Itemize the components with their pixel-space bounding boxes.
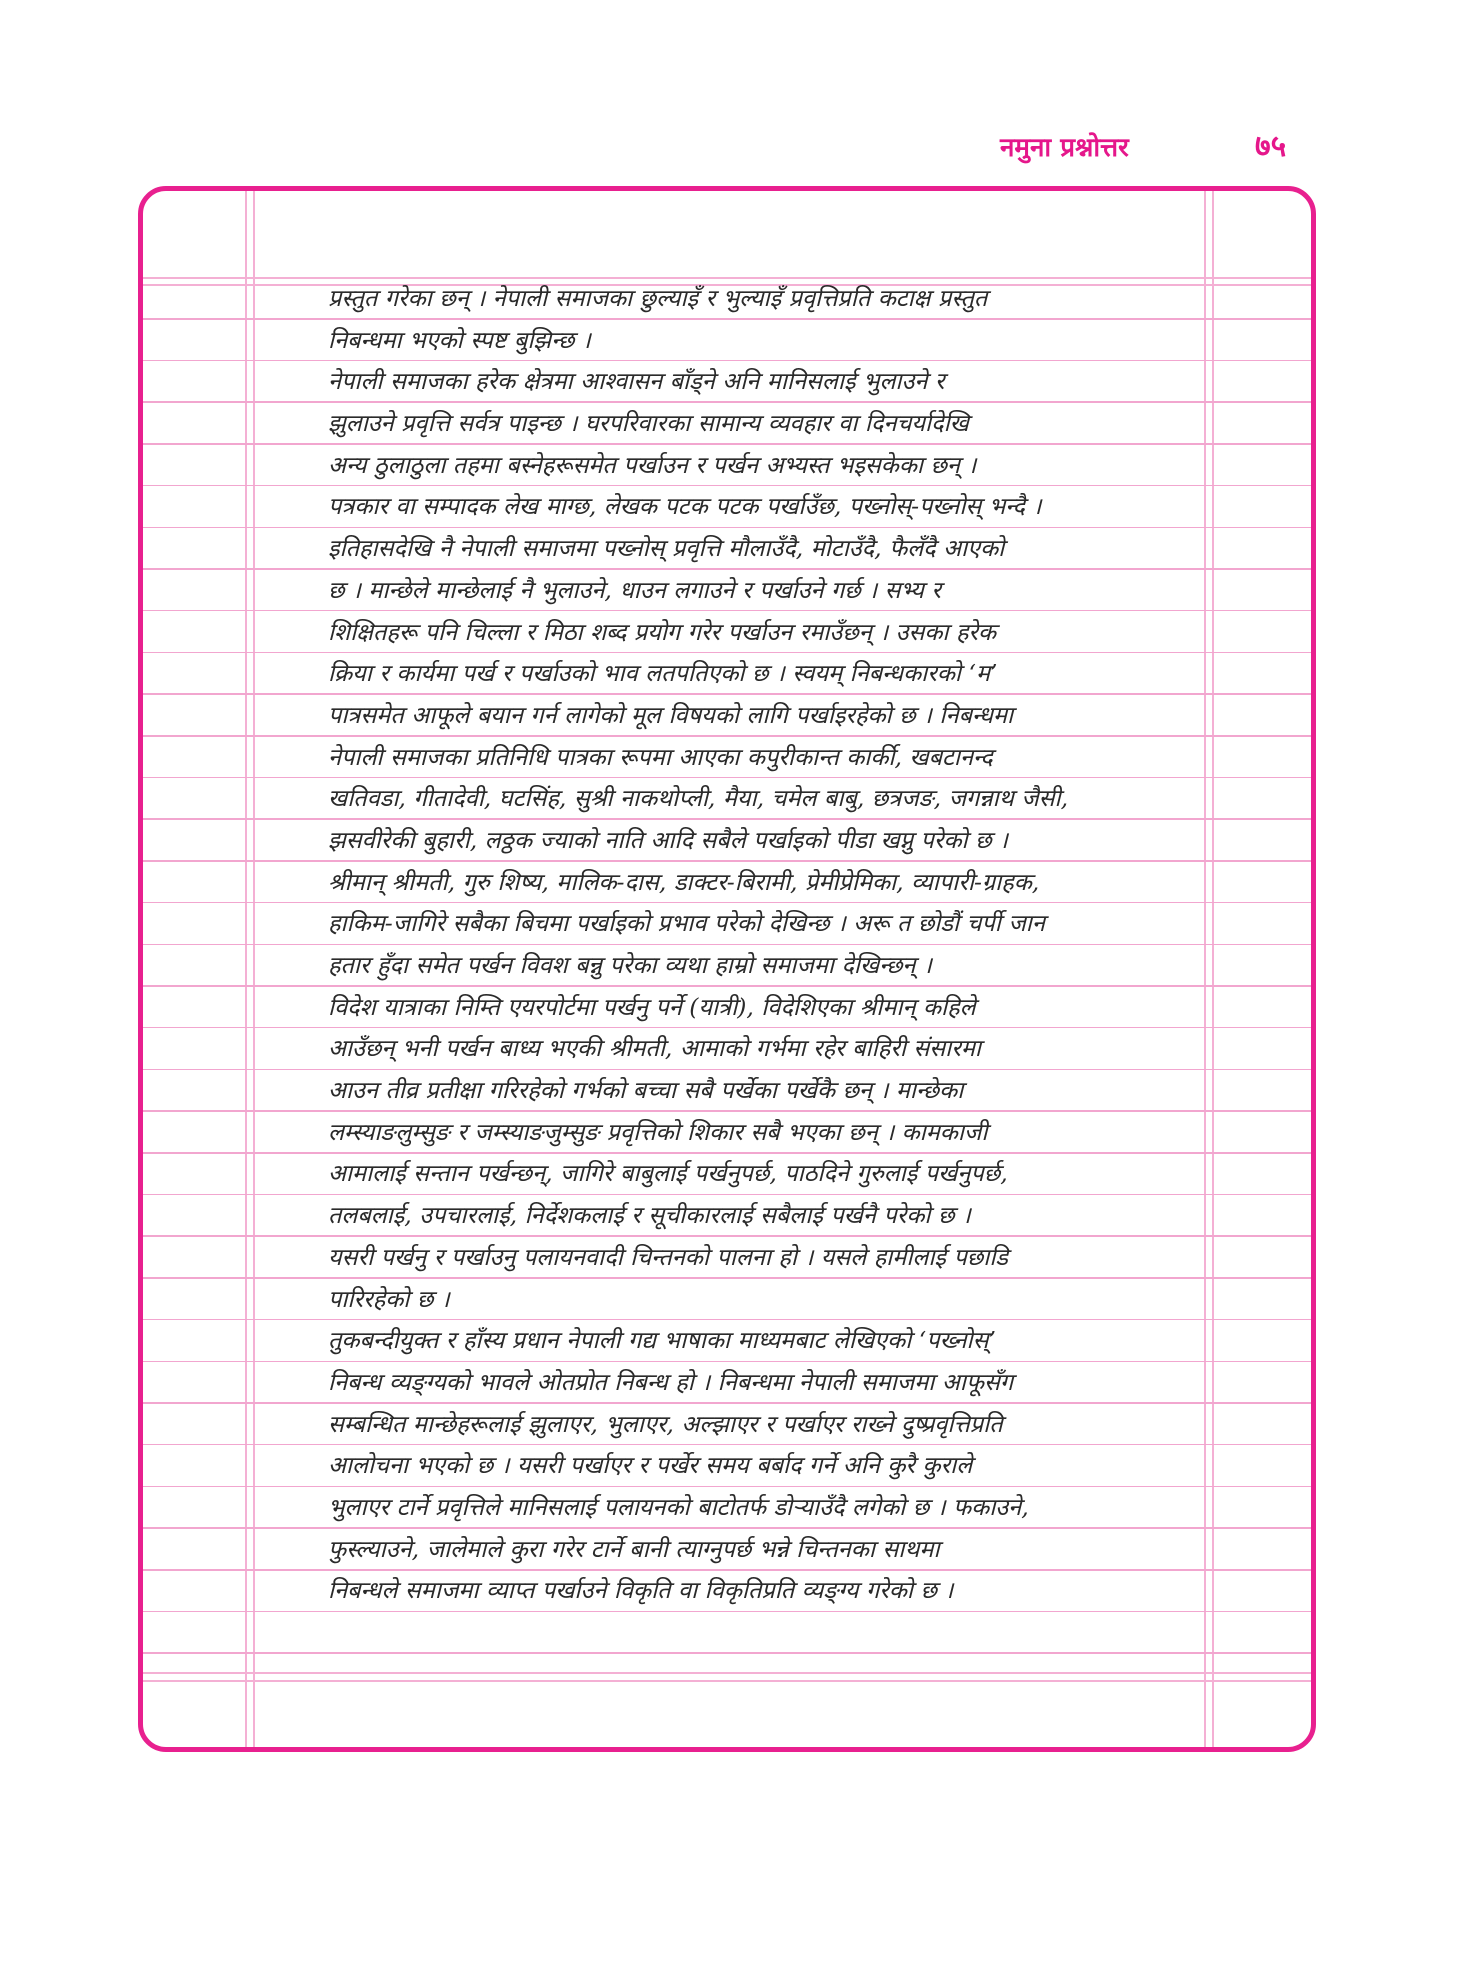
text-line: झुलाउने प्रवृत्ति सर्वत्र पाइन्छ । घरपरिवारका सामान्य व्यवहार वा दिनचर्यादेखि: [328, 409, 969, 438]
text-line: सम्बन्धित मान्छेहरूलाई झुलाएर, भुलाएर, अल्झाएर र पर्खाएर राख्ने दुष्प्रवृत्तिप्रति: [328, 1409, 1003, 1438]
text-line: श्रीमान् श्रीमती, गुरु शिष्य, मालिक-दास, डाक्टर-बिरामी, प्रेमीप्रेमिका, व्यापारी-ग्राहक,: [328, 867, 1040, 896]
text-line: तुकबन्दीयुक्त र हाँस्य प्रधान नेपाली गद्य भाषाका माध्यमबाट लेखिएको ‘पख्नोस्’: [328, 1326, 996, 1355]
text-line: क्रिया र कार्यमा पर्ख र पर्खाउको भाव लतपतिएको छ । स्वयम् निबन्धकारको ‘म’: [328, 659, 998, 688]
page-number: ७५: [1255, 129, 1287, 164]
running-title: नमुना प्रश्नोत्तर: [1000, 133, 1129, 163]
text-line: निबन्ध व्यङ्ग्यको भावले ओतप्रोत निबन्ध हो । निबन्धमा नेपाली समाजमा आफूसँग: [328, 1367, 1014, 1396]
text-line: लम्स्याङलुम्सुङ र जम्स्याङजुम्सुङ प्रवृत्तिको शिकार सबै भएका छन् । कामकाजी: [328, 1117, 988, 1146]
text-line: झसवीरेकी बुहारी, लठ्ठक ज्याको नाति आदि सबैले पर्खाइको पीडा खप्नु परेको छ ।: [328, 825, 1008, 854]
text-line: नेपाली समाजका हरेक क्षेत्रमा आश्वासन बाँड्ने अनि मानिसलाई भुलाउने र: [328, 367, 945, 396]
text-line: अन्य ठुलाठुला तहमा बस्नेहरूसमेत पर्खाउन र पर्खन अभ्यस्त भइसकेका छन् ।: [328, 450, 977, 479]
text-line: पत्रकार वा सम्पादक लेख माग्छ, लेखक पटक पटक पर्खाउँछ, पख्नोस्-पख्नोस् भन्दै ।: [328, 492, 1042, 521]
text-line: फुस्ल्याउने, जालेमाले कुरा गरेर टार्ने बानी त्याग्नुपर्छ भन्ने चिन्तनका साथमा: [328, 1534, 940, 1563]
text-line: भुलाएर टार्ने प्रवृत्तिले मानिसलाई पलायनको बाटोतर्फ डोऱ्याउँदै लगेको छ । फकाउने,: [328, 1492, 1029, 1521]
text-line: आलोचना भएको छ । यसरी पर्खाएर र पर्खेर समय बर्बाद गर्ने अनि कुरै कुराले: [328, 1451, 973, 1480]
text-line: हाकिम-जागिरे सबैका बिचमा पर्खाइको प्रभाव परेको देखिन्छ । अरू त छोडौं चर्पी जान: [328, 909, 1045, 938]
left-margin-line-inner: [253, 191, 255, 1747]
left-margin-line: [245, 191, 247, 1747]
text-line: छ । मान्छेले मान्छेलाई नै भुलाउने, धाउन लगाउने र पर्खाउने गर्छ । सभ्य र: [328, 575, 941, 604]
text-line: आमालाई सन्तान पर्खन्छन्, जागिरे बाबुलाई पर्खनुपर्छ, पाठदिने गुरुलाई पर्खनुपर्छ,: [328, 1159, 1008, 1188]
text-line: नेपाली समाजका प्रतिनिधि पात्रका रूपमा आएका कपुरीकान्त कार्की, खबटानन्द: [328, 742, 993, 771]
text-line: तलबलाई, उपचारलाई, निर्देशकलाई र सूचीकारलाई सबैलाई पर्खनै परेको छ ।: [328, 1201, 971, 1230]
text-line: शिक्षितहरू पनि चिल्ला र मिठा शब्द प्रयोग गरेर पर्खाउन रमाउँछन् । उसका हरेक: [328, 617, 997, 646]
text-line: निबन्धले समाजमा व्याप्त पर्खाउने विकृति वा विकृतिप्रति व्यङ्ग्य गरेको छ ।: [328, 1576, 954, 1605]
text-line: निबन्धमा भएको स्पष्ट बुझिन्छ ।: [328, 325, 591, 354]
text-line: प्रस्तुत गरेका छन् । नेपाली समाजका छुल्याइँ र भुल्याइँ प्रवृत्तिप्रति कटाक्ष प्रस्तुत: [328, 284, 988, 312]
bottom-border-line: [143, 1672, 1311, 1674]
bottom-border-line-inner: [143, 1680, 1311, 1682]
text-line: हतार हुँदा समेत पर्खन विवश बन्नु परेका व्यथा हाम्रो समाजमा देखिन्छन् ।: [328, 951, 932, 979]
text-line: पारिरहेको छ ।: [328, 1284, 450, 1313]
answer-text: [328, 278, 1218, 1612]
text-line: खतिवडा, गीतादेवी, घटसिंह, सुश्री नाकथोप्ली, मैया, चमेल बाबु, छत्रजङ, जगन्नाथ जैसी,: [328, 784, 1069, 813]
text-line: पात्रसमेत आफूले बयान गर्न लागेको मूल विषयको लागि पर्खाइरहेको छ । निबन्धमा: [328, 700, 1014, 729]
text-line: यसरी पर्खनु र पर्खाउनु पलायनवादी चिन्तनको पालना हो । यसले हामीलाई पछाडि: [328, 1242, 1009, 1271]
page-header: [0, 128, 1457, 168]
text-line: इतिहासदेखि नै नेपाली समाजमा पख्नोस् प्रवृत्ति मौलाउँदै, मोटाउँदै, फैलँदै आएको: [328, 534, 1005, 563]
ruled-line: [143, 1652, 1311, 1654]
ruled-page-frame: [138, 186, 1316, 1752]
text-line: आउन तीव्र प्रतीक्षा गरिरहेको गर्भको बच्चा सबै पर्खेका पर्खेकै छन् । मान्छेका: [328, 1076, 964, 1105]
text-line: विदेश यात्राका निम्ति एयरपोर्टमा पर्खनु पर्ने (यात्री), विदेशिएका श्रीमान् कहिले: [328, 992, 976, 1021]
text-line: आउँछन् भनी पर्खन बाध्य भएकी श्रीमती, आमाको गर्भमा रहेर बाहिरी संसारमा: [328, 1034, 981, 1063]
